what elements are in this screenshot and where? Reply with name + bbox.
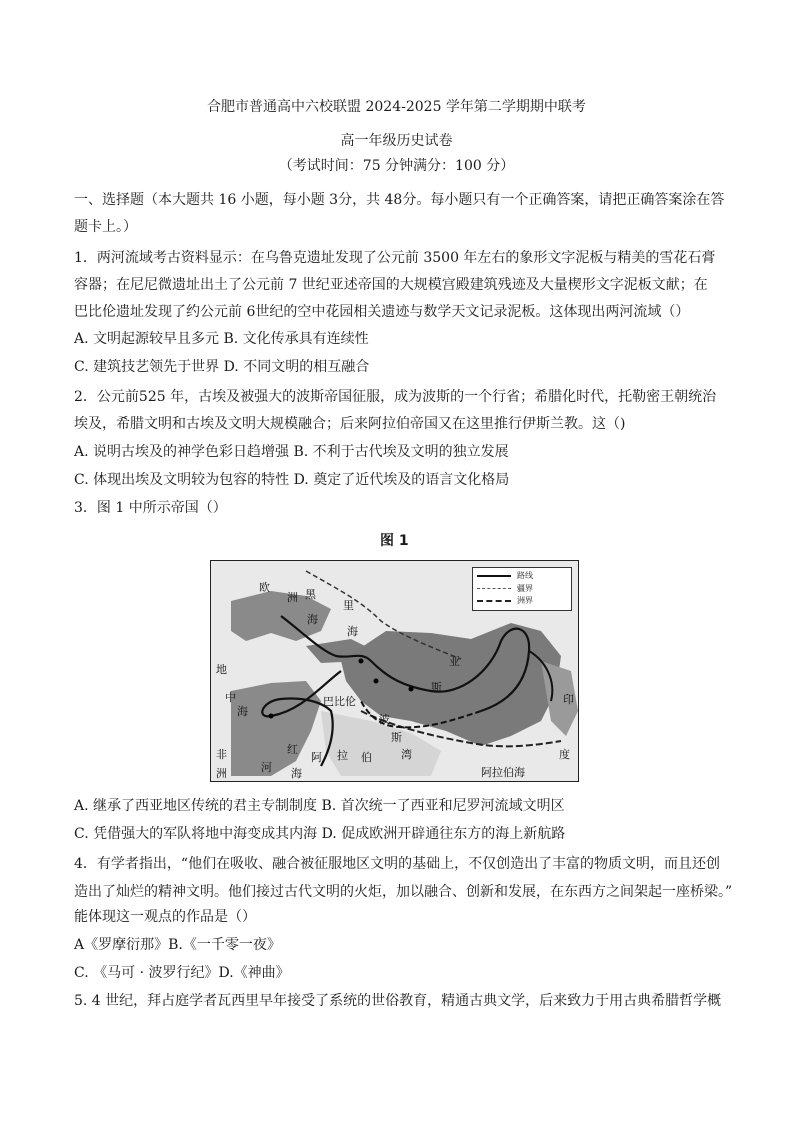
legend-border: 疆界: [477, 583, 569, 595]
land-egypt: [231, 681, 321, 776]
label-arabia-2: 拉: [337, 749, 348, 762]
q4-line-1: 4．有学者指出，“他们在吸收、融合被征服地区文明的基础上，不仅创造出了丰富的物质文明，而且还创: [74, 856, 721, 872]
label-asia-1: 亚: [449, 655, 460, 668]
q2-line-1: 2．公元前525 年，古埃及被强大的波斯帝国征服，成为波斯的一个行省；希腊化时代，托勒密王朝统治: [74, 389, 717, 405]
label-babylon: 巴比伦: [323, 695, 356, 708]
q3-options-ab: A. 继承了西亚地区传统的君主专制制度 B. 首次统一了西亚和尼罗河流域文明区: [74, 798, 565, 814]
q5-line-1: 5. 4 世纪，拜占庭学者瓦西里早年接受了系统的世俗教育，精通古典文学，后来致力于用古典希腊哲学概: [74, 993, 722, 1009]
label-arabia-1: 阿: [311, 751, 322, 764]
label-gulf-3: 湾: [401, 748, 412, 761]
label-red-2: 海: [291, 767, 302, 780]
legend-continent: 洲界: [477, 595, 569, 607]
label-inner-2: 海: [347, 625, 358, 638]
label-continent: 洲: [287, 591, 298, 604]
q1-line-3: 巴比伦遗址发现了约公元前 6世纪的空中花园相关遗迹与数学天文记录泥板。这体现出两河流域（）: [74, 304, 690, 320]
label-red-1: 红: [287, 743, 298, 756]
q4-options-cd: C. 《马可 · 波罗行纪》D.《神曲》: [74, 965, 290, 981]
label-europe: 欧: [259, 581, 270, 594]
q1-line-1: 1．两河流域考古资料显示：在乌鲁克遗址发现了公元前 3500 年左右的象形文字泥板与精美的雪花石膏: [74, 250, 716, 266]
exam-subtitle: 高一年级历史试卷: [340, 133, 453, 149]
label-gulf-1: 波: [379, 713, 390, 726]
label-med-2: 中: [225, 691, 236, 704]
label-gulf-2: 斯: [391, 731, 402, 744]
figure-title: 图 1: [380, 533, 409, 549]
label-india-1: 印: [563, 693, 574, 706]
section-instruction-1: 一、选择题（本大题共 16 小题，每小题 3分，共 48分。每小题只有一个正确答案，请把正确答案涂在答: [74, 192, 725, 208]
q3-options-cd: C. 凭借强大的军队将地中海变成其内海 D. 促成欧洲开辟通往东方的海上新航路: [74, 826, 566, 842]
section-instruction-2: 题卡上。）: [74, 219, 137, 235]
label-river: 河: [261, 761, 272, 774]
empire-map: [210, 560, 579, 782]
site-3: [409, 687, 414, 692]
q1-line-2: 容器；在尼尼微遗址出土了公元前 7 世纪亚述帝国的大规模宫殿建筑残迹及大量楔形文字泥板文献；在: [74, 277, 708, 293]
legend-continent-swatch: [477, 600, 511, 602]
exam-info: （考试时间：75 分钟满分：100 分）: [278, 158, 515, 174]
legend-route: 路线: [477, 570, 569, 582]
site-4: [269, 714, 274, 719]
q2-options-cd: C. 体现出埃及文明较为包容的特性 D. 奠定了近代埃及的语言文化格局: [74, 472, 510, 488]
q4-line-3: 能体现这一观点的作品是（）: [74, 909, 256, 925]
q3-stem: 3．图 1 中所示帝国（）: [74, 500, 227, 516]
label-black-2: 海: [307, 613, 318, 626]
label-arabian-sea: 阿拉伯海: [481, 766, 525, 779]
legend-border-swatch: [477, 588, 511, 589]
q1-options-cd: C. 建筑技艺领先于世界 D. 不同文明的相互融合: [74, 359, 370, 375]
label-arabia-3: 伯: [361, 751, 372, 764]
label-africa-1: 非: [216, 748, 227, 761]
label-black-1: 黑: [305, 588, 316, 601]
q4-line-2: 造出了灿烂的精神文明。他们接过古代文明的火炬，加以融合、创新和发展，在东西方之间架起一座桥梁。”: [74, 884, 733, 900]
map-legend: [472, 567, 572, 611]
label-asia-2: 斯: [431, 681, 442, 694]
legend-route-swatch: [477, 575, 511, 577]
label-med-3: 海: [237, 705, 248, 718]
exam-title: 合肥市普通高中六校联盟 2024-2025 学年第二学期期中联考: [207, 99, 586, 115]
site-2: [374, 679, 379, 684]
label-africa-2: 洲: [216, 767, 227, 780]
q4-options-ab: A《罗摩衍那》B.《一千零一夜》: [74, 937, 281, 953]
label-inner-1: 里: [343, 599, 354, 612]
q2-line-2: 埃及，希腊文明和古埃及文明大规模融合；后来阿拉伯帝国又在这里推行伊斯兰教。这（): [74, 416, 626, 432]
label-med-1: 地: [216, 663, 227, 676]
q2-options-ab: A. 说明古埃及的神学色彩日趋增强 B. 不利于古代埃及文明的独立发展: [74, 444, 509, 460]
q1-options-ab: A. 文明起源较早且多元 B. 文化传承具有连续性: [74, 331, 369, 347]
site-1: [359, 659, 364, 664]
label-india-2: 度: [559, 748, 570, 761]
